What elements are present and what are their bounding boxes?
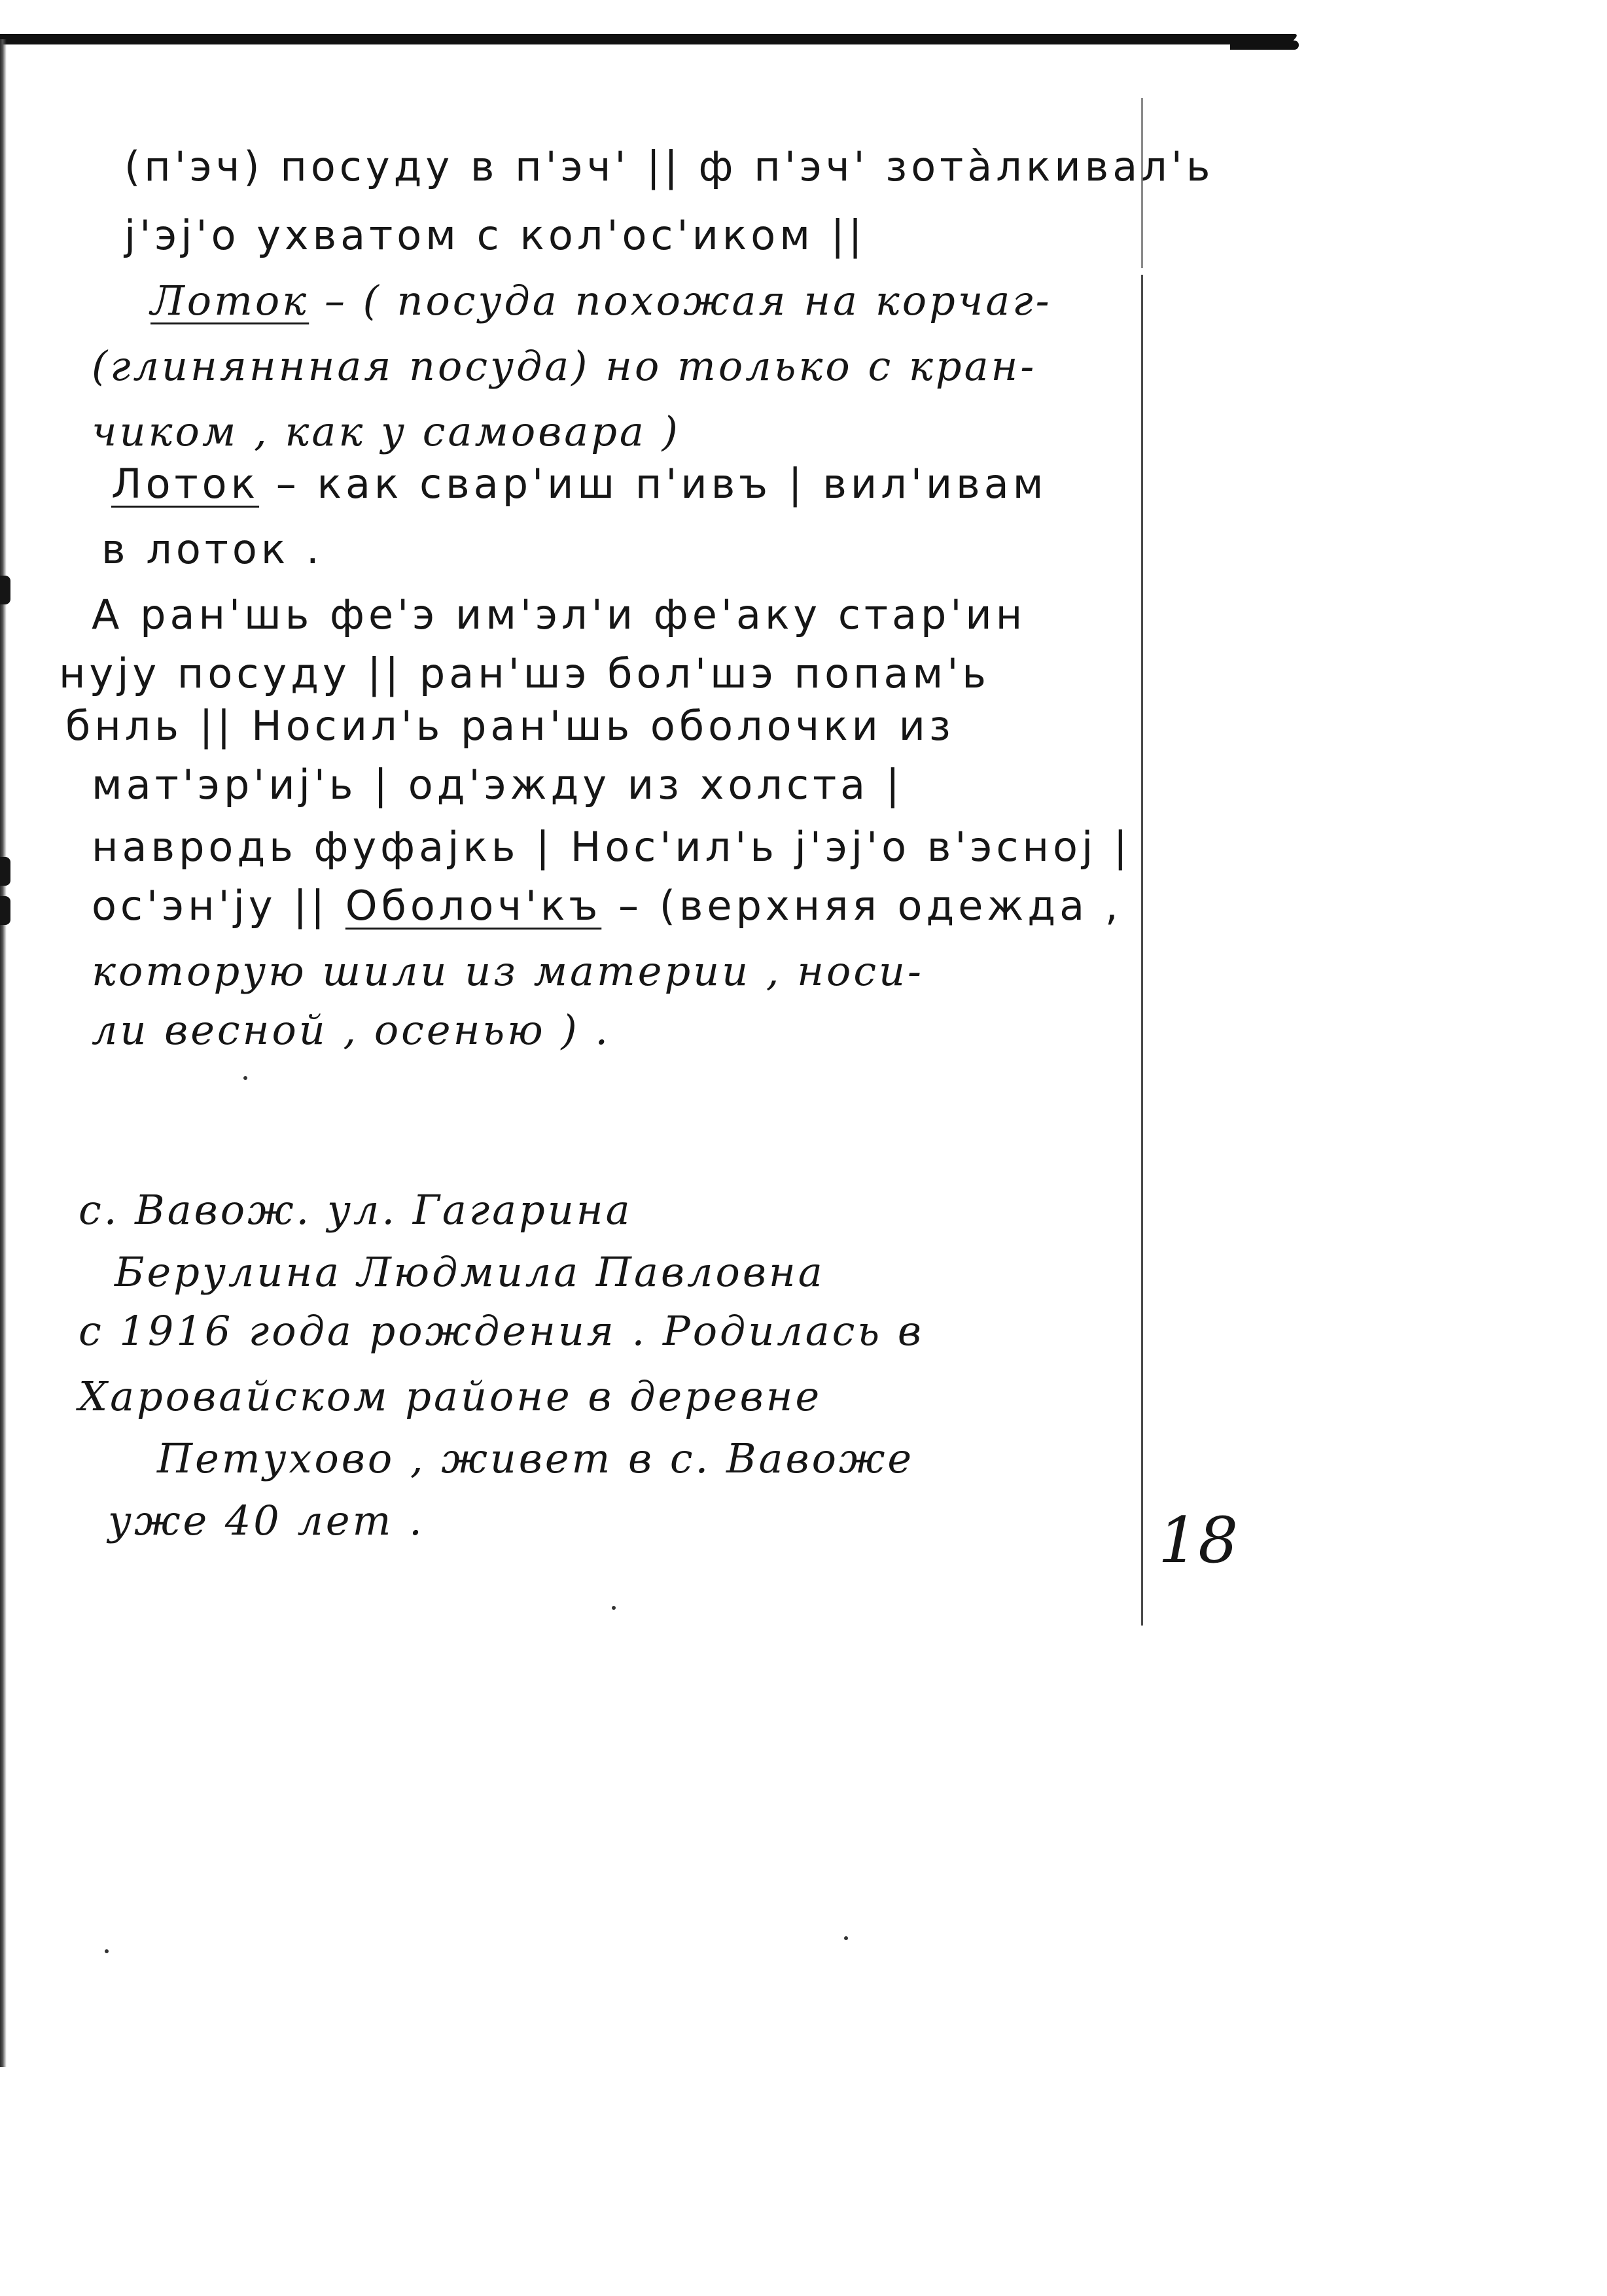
underlined-term: Оболоч'къ: [345, 882, 602, 930]
text-line-rest: ос'эн'ју ||: [92, 882, 345, 930]
page-number: 18: [1158, 1504, 1239, 1577]
text-line: нују посуду || ран'шэ бол'шэ попам'ь: [59, 650, 990, 697]
text-line: навродь фуфајкь | Нос'ил'ь ј'эј'о в'эсној |: [92, 823, 1131, 871]
text-line: в лоток .: [101, 525, 323, 573]
text-line: мат'эр'иј'ь | од'эжду из холста |: [92, 761, 904, 809]
text-line: А ран'шь фе'э им'эл'и фе'аку стар'ин: [92, 591, 1027, 638]
text-line: ј'эј'о ухватом с кол'ос'иком ||: [124, 211, 866, 259]
underlined-term: Лоток: [150, 277, 309, 324]
text-line: [111, 458, 1047, 510]
scan-speck: [105, 1949, 109, 1953]
text-line: [92, 880, 1122, 932]
scan-edge-mark: [0, 576, 10, 604]
text-line: чиком , как у самовара ): [92, 408, 680, 455]
text-line: с. Вавож. ул. Гагарина: [79, 1186, 633, 1234]
scan-top-edge-cap: [1230, 41, 1299, 50]
scan-speck: [243, 1076, 247, 1080]
text-line: Харовайском районе в деревне: [79, 1372, 822, 1420]
scan-left-edge: [0, 39, 7, 2067]
text-line: Петухово , живет в с. Вавоже: [157, 1435, 915, 1482]
text-line: с 1916 года рождения . Родилась в: [79, 1307, 924, 1355]
text-line: ли весной , осенью ) .: [92, 1006, 611, 1054]
text-line: [150, 275, 1052, 327]
text-line: (п'эч) посуду в п'эч' || ф п'эч' зотàлкивал'ь: [124, 143, 1214, 190]
scan-speck: [612, 1606, 616, 1610]
text-line-rest: – (верхняя одежда ,: [618, 882, 1122, 930]
text-line: (глиняннная посуда) но только с кран-: [92, 342, 1037, 390]
text-line: Берулина Людмила Павловна: [115, 1248, 825, 1296]
text-line-rest: – как свар'иш п'ивъ | вил'ивам: [275, 460, 1048, 508]
text-line: уже 40 лет .: [108, 1497, 425, 1544]
scan-speck: [844, 1936, 848, 1940]
text-line: бнль || Носил'ь ран'шь оболочки из: [65, 702, 955, 750]
scan-edge-mark: [0, 896, 10, 925]
margin-rule: [1141, 275, 1143, 1626]
text-line: которую шили из материи , носи-: [92, 947, 924, 995]
scan-edge-mark: [0, 857, 10, 886]
scan-top-edge: [0, 34, 1299, 44]
text-line-rest: – ( посуда похожая на корчаг-: [324, 277, 1052, 324]
underlined-term: Лоток: [111, 460, 260, 508]
